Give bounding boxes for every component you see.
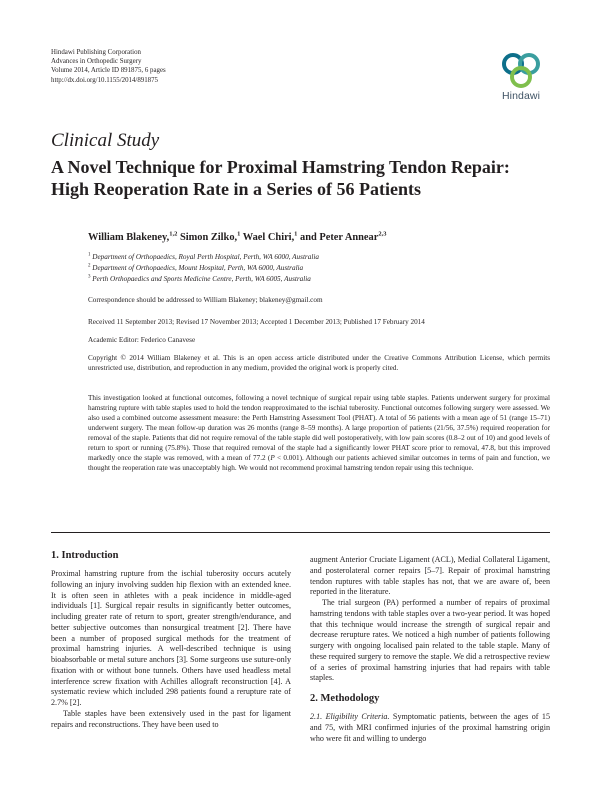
affiliation-text: Department of Orthopaedics, Royal Perth Hospital, Perth, WA 6000, Australia — [90, 253, 319, 261]
affiliation-list — [88, 252, 319, 285]
author-list — [88, 232, 386, 243]
doi-link[interactable]: http://dx.doi.org/10.1155/2014/891875 — [51, 76, 158, 84]
author-name: Simon Zilko, — [179, 232, 238, 243]
author-name: Wael Chiri, — [242, 232, 295, 243]
author-affiliation-marker: 1 — [294, 230, 298, 238]
publication-info — [51, 48, 166, 85]
author-name: and Peter Annear — [300, 232, 379, 243]
intro-paragraph-2: Table staples have been extensively used in the past for ligament repairs and reconstructions. They have been used to — [51, 708, 291, 729]
academic-editor: Academic Editor: Federico Canavese — [88, 336, 196, 344]
author-affiliation-marker: 1,2 — [169, 230, 178, 238]
journal-name: Advances in Orthopedic Surgery — [51, 58, 142, 66]
logo-wordmark: Hindawi — [501, 90, 541, 102]
article-dates: Received 11 September 2013; Revised 17 November 2013; Accepted 1 December 2013; Published 17 February 2014 — [88, 318, 425, 326]
affiliation-item — [88, 274, 319, 285]
author-name: William Blakeney, — [88, 232, 170, 243]
affiliation-text: Department of Orthopaedics, Mount Hospital, Perth, WA 6000, Australia — [90, 264, 304, 272]
abstract-text: This investigation looked at functional outcomes, following a novel technique of surgical repair using table staples. Patients underwent surgery for proximal hamstring rupture with table staples used to hold the tendon reapproximated to the ischial tuberosity. Functional outcomes following surgery were assessed. We also used a combined outcome assessment measure: the Perth Hamstring Assessment Tool (PHAT). A total of 56 patients with a mean age of 51 (range 15–71) underwent surgery. The mean follow-up duration was 26 months (range 8–59 months). A large proportion of patients (21/56, 37.5%) required reoperation for removal of the staple. Patients that did not require removal of the table staple did well postoperatively, with low pain scores (0.8–2 out of 10) and good levels of return to sport or running (75.8%). Those that required removal of the staple had a significantly lower PHAT score prior to removal, 47.8, but this improved markedly once the staple was removed, with a mean of 77.2 (P < 0.001). Although our patients achieved similar outcomes in terms of pain and function, we thought the reoperation rate was unacceptably high. We would not recommend proximal hamstring tendon repair using this technique. — [88, 394, 550, 472]
eligibility-subheading: 2.1. Eligibility Criteria. — [310, 712, 390, 721]
copyright-notice: Copyright © 2014 William Blakeney et al. This is an open access article distributed under the Creative Commons Attribution License, which permits unrestricted use, distribution, and reproduction in any medium, provided the original work is properly cited. — [88, 354, 550, 372]
title-line-1: A Novel Technique for Proximal Hamstring Tendon Repair: — [51, 157, 510, 177]
affiliation-item — [88, 252, 319, 263]
affiliation-number: 3 — [88, 274, 91, 280]
intro-paragraph-4: The trial surgeon (PA) performed a number of repairs of proximal hamstring tendons with table staples over a two-year period. It was hoped that this technique would increase the strength of surgical repair and decrease rerupture rates. We noticed a high number of patients following surgery with ongoing localised pain related to the table staple. Many of these required surgery to remove the staple. We did a retrospective review of a series of proximal hamstring injuries that had repairs with table staples. — [310, 598, 550, 683]
section-divider — [51, 532, 550, 533]
eligibility-text: Symptomatic patients, between the ages of 15 and 75, with MRI confirmed injuries of the proximal hamstring origin who were fit and willing to undergo — [310, 712, 550, 743]
affiliation-number: 1 — [88, 252, 91, 258]
correspondence-note: Correspondence should be addressed to William Blakeney; blakeney@gmail.com — [88, 296, 323, 304]
right-column — [310, 555, 550, 744]
author-affiliation-marker: 1 — [237, 230, 241, 238]
intro-paragraph-3: augment Anterior Cruciate Ligament (ACL), Medial Collateral Ligament, and posterolateral corner repairs [5–7]. Repair of proximal hamstring tendon ruptures with table staples has not, that we are aware of, been reported in the literature. — [310, 555, 550, 597]
publisher-name: Hindawi Publishing Corporation — [51, 49, 141, 56]
methodology-paragraph-1 — [310, 712, 550, 744]
hindawi-logo-icon — [496, 50, 546, 90]
methodology-heading: 2. Methodology — [310, 693, 380, 704]
intro-paragraph-1: Proximal hamstring rupture from the ischial tuberosity occurs acutely following an injury involving sudden hip flexion with an extended knee. It is often seen in athletes with a peak incidence in middle-aged individuals [1]. Surgical repair results in significantly better outcomes, including greater rate of return to sport, greater strength/endurance, and better subjective outcomes than nonsurgical treatment [2]. There have been a number of proposed surgical methods for the treatment of proximal hamstring injuries. A well-described technique is using bioabsorbable or metal suture anchors [3]. Some surgeons use suture-only fixation with or without bone tunnels. Others have used headless metal interference screw fixation with Achilles allograft reconstruction [4]. A systematic review which included 298 patients found a rerupture rate of 2.7% [2]. — [51, 569, 291, 707]
article-title — [51, 156, 551, 200]
article-type: Clinical Study — [51, 130, 160, 151]
author-affiliation-marker: 2,3 — [378, 230, 387, 238]
title-line-2: High Reoperation Rate in a Series of 56 Patients — [51, 179, 421, 199]
hindawi-logo — [496, 50, 546, 104]
affiliation-text: Perth Orthopaedics and Sports Medicine Centre, Perth, WA 6005, Australia — [90, 275, 311, 283]
affiliation-number: 2 — [88, 263, 91, 269]
volume-line: Volume 2014, Article ID 891875, 6 pages — [51, 67, 166, 75]
left-column — [51, 549, 291, 730]
introduction-heading: 1. Introduction — [51, 550, 119, 561]
affiliation-item — [88, 263, 319, 274]
